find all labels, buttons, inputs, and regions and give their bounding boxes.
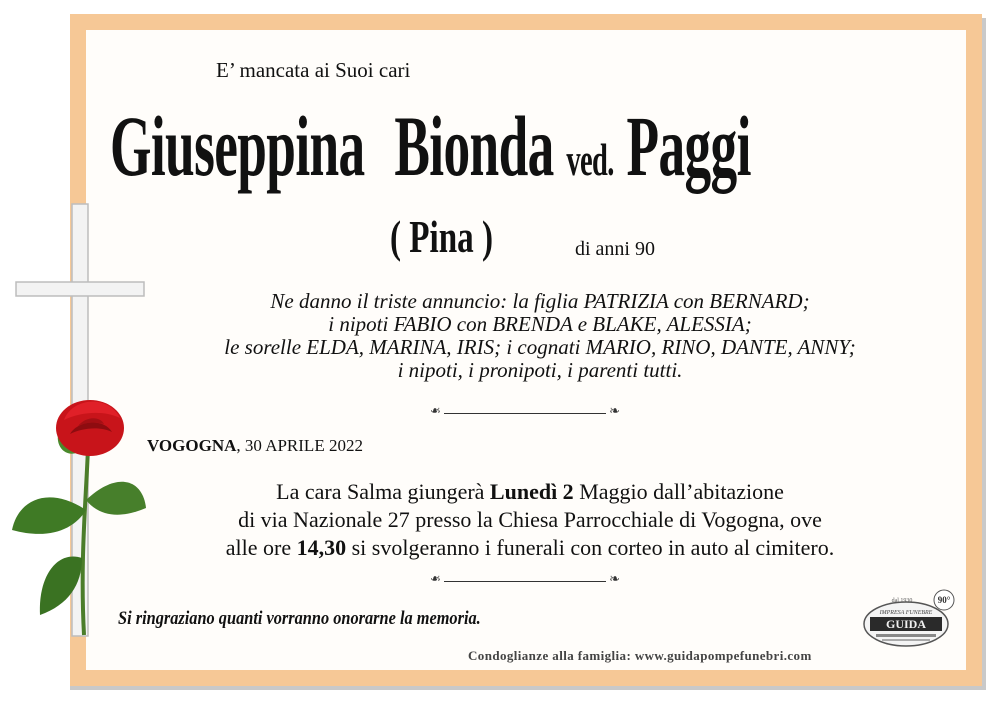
place-date: [147, 436, 363, 456]
mourners-line: le sorelle ELDA, MARINA, IRIS; i cognati MARIO, RINO, DANTE, ANNY;: [224, 335, 856, 359]
logo-top: IMPRESA FUNEBRE: [879, 610, 933, 616]
funeral-details: [130, 478, 930, 562]
first-name: Giuseppina: [110, 98, 365, 194]
ornament-divider: [444, 581, 606, 582]
place: VOGOGNA: [147, 436, 237, 455]
funeral-text: si svolgeranno i funerali con corteo in auto al cimitero.: [346, 535, 835, 560]
deceased-name: [110, 96, 950, 204]
mourners-line: Ne danno il triste annuncio: la figlia PATRIZIA con BERNARD;: [270, 289, 810, 313]
mourners-list: [140, 290, 940, 382]
thanks-text: Si ringraziano quanti vorranno onorarne la memoria.: [118, 608, 481, 629]
funeral-text: di via Nazionale 27 presso la Chiesa Parrocchiale di Vogogna, ove: [238, 507, 822, 532]
logo-name: GUIDA: [885, 617, 927, 631]
funeral-text: alle ore: [225, 535, 297, 560]
last-name: Bionda: [394, 98, 554, 194]
mourners-line: i nipoti, i pronipoti, i parenti tutti.: [397, 358, 683, 382]
widow-label: ved.: [566, 134, 614, 185]
age: di anni 90: [575, 238, 655, 260]
condolences-link[interactable]: Condoglianze alla famiglia: www.guidapompefunebri.com: [468, 648, 812, 663]
ornament-divider: [444, 413, 606, 414]
funeral-day: Lunedì 2: [489, 479, 574, 504]
funeral-home-logo: [862, 588, 958, 650]
funeral-text: La cara Salma giungerà: [276, 479, 490, 504]
date: , 30 APRILE 2022: [236, 436, 363, 455]
rose-icon: [8, 390, 148, 640]
intro-text: E’ mancata ai Suoi cari: [216, 58, 411, 82]
funeral-text: Maggio dall’abitazione: [573, 479, 784, 504]
mourners-line: i nipoti FABIO con BRENDA e BLAKE, ALESSIA;: [328, 312, 752, 336]
logo-since: dal 1930: [891, 598, 913, 604]
married-name: Paggi: [626, 98, 751, 194]
logo-anniversary: 90°: [937, 595, 951, 605]
nickname: ( Pina ): [390, 211, 494, 262]
funeral-time: 14,30: [296, 535, 347, 560]
